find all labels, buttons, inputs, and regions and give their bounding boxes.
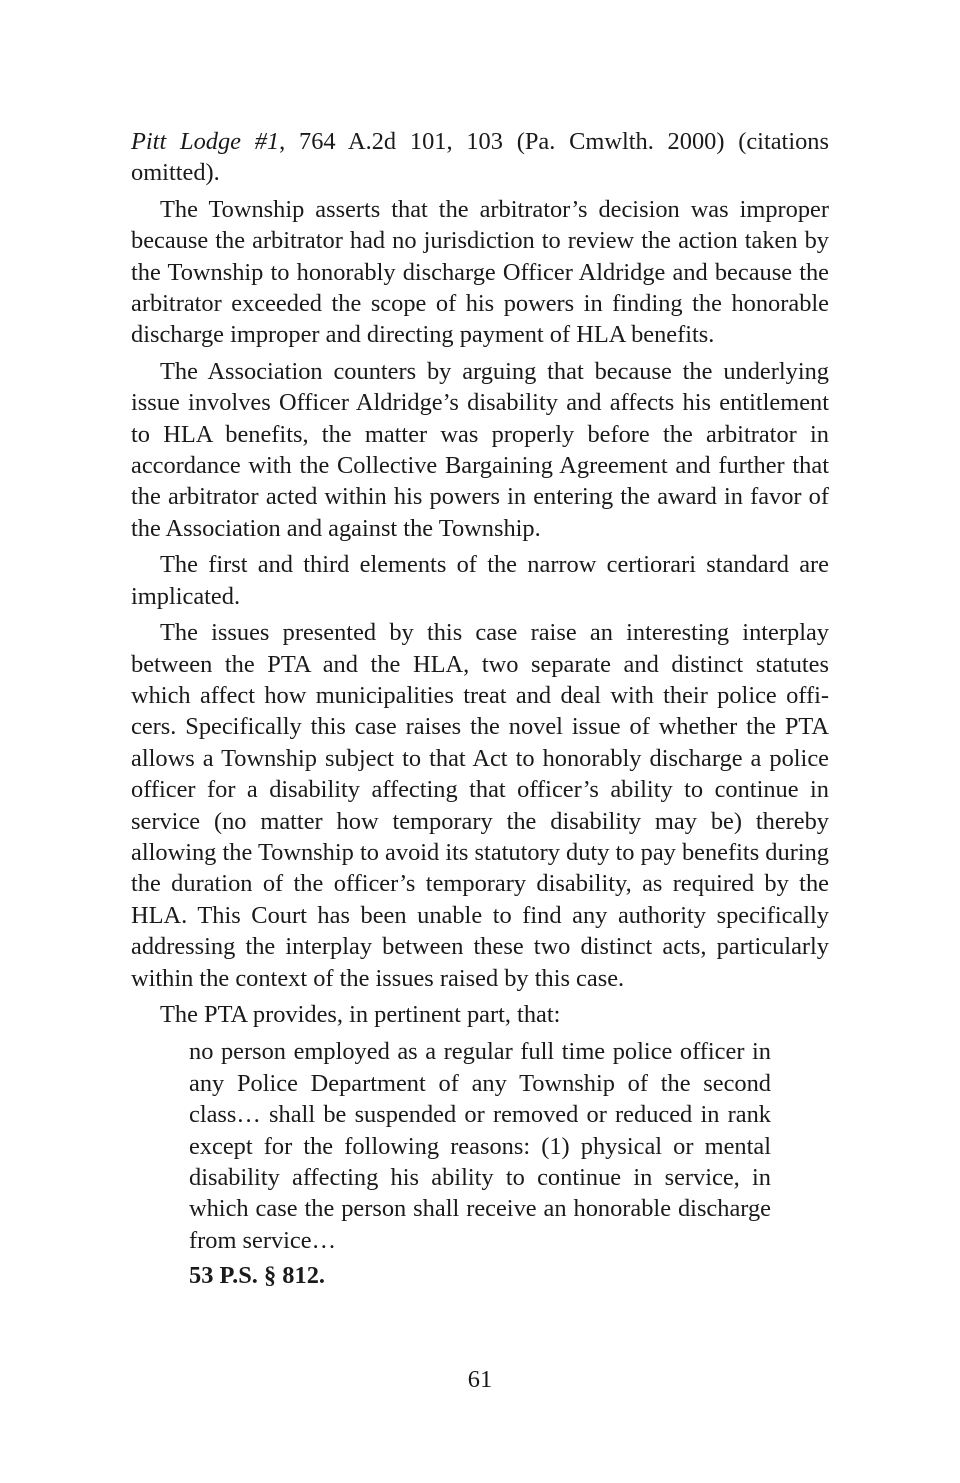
statute-citation: 53 P.S. § 812.: [189, 1262, 325, 1290]
paragraph-certiorari-elements: The first and third elements of the narrow certiorari standard are implicated.: [131, 551, 829, 610]
case-name: Pitt Lodge #1: [131, 128, 280, 155]
paragraph-association-counter: The Association counters by arguing that because the underlying issue involves Officer Aldridge’s disability and affects his entitlement to HLA benefits, the matter was properly before the arbitrator in accordance with the Collective Bargaining Agreement and further that the arbitrator acted within his powers in entering the award in favor of the Association and against the Township.: [131, 357, 829, 542]
block-quote: no person employed as a regular full time police officer in any Police Department of any Township of the second class… shall be suspended or removed or reduced in rank except for the following reasons: (1) physical or mental disability affecting his ability to continue in service, in which case the person shall receive an honorable discharge from service…: [189, 1038, 771, 1254]
paragraph-pta-provides: The PTA provides, in pertinent part, that:: [160, 1000, 561, 1028]
page-body: [131, 126, 829, 1292]
page-number: 61: [467, 1366, 493, 1393]
citation-text: , 764 A.2d 101, 103 (Pa. Cmwlth. 2000) (citations omitted).: [131, 128, 829, 187]
paragraph-township-assertion: The Township asserts that the arbitrator’s decision was improper because the arbitrator had no jurisdiction to review the action taken by the Township to honorably discharge Officer Aldridge and because the arbitrator exceeded the scope of his powers in finding the honorable discharge improper and directing payment of HLA benefits.: [131, 195, 829, 349]
paragraph-issues-interplay: The issues presented by this case raise an interesting interplay between the PTA and the HLA, two separate and distinct statutes which affect how municipalities treat and deal with their police officers. Specifically this case raises the novel issue of whether the PTA allows a Township subject to that Act to honorably discharge a police officer for a disability affecting that officer’s ability to continue in service (no matter how temporary the disability may be) thereby allowing the Township to avoid its statutory duty to pay benefits during the duration of the officer’s temporary disability, as required by the HLA. This Court has been unable to find any authority specifically addressing the interplay between these two distinct acts, particularly within the context of the issues raised by this case.: [131, 619, 829, 992]
opening-citation: [131, 126, 829, 189]
